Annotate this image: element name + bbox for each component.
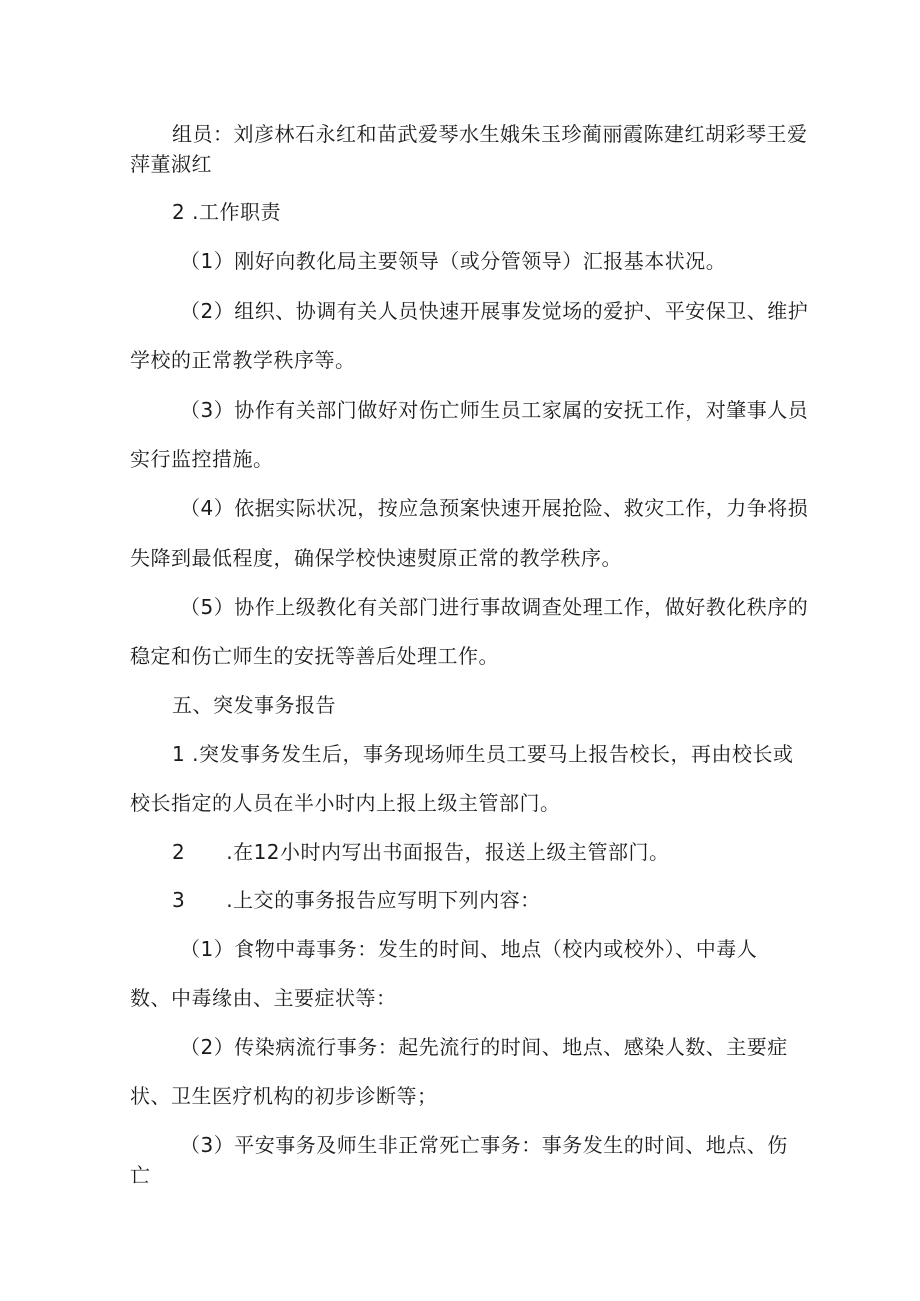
document-page: 组员：刘彦林石永红和苗武爱琴水生娥朱玉珍蔺丽霞陈建红胡彩琴王爱 萍董淑红 2 .工作职责 （1）刚好向教化局主要领导（或分管领导）汇报基本状况。 （2）组织、协调有关人员快速开展事发觉场的爱护、平安保卫、维护 学校的正常教学秩序等。 （3）协作有关部门做好对伤亡师生员工家属的安抚工作，对肇事人员 实行监控措施。 （4）依据实际状况，按应急预案快速开展抢险、救灾工作，力争将损 失降到最低程度，确保学校快速熨原正常的教学秩序。 （5）协作上级教化有关部门进行事故调查处理工作，做好教化秩序的 稳定和伤亡师生的安抚等善后处理工作。 五、突发事务报告 1 .突发事务发生后，事务现场师生员工要马上报告校长，再由校长或 校长指定的人员在半小时内上报上级主管部门。 2 .在12小时内写出书面报告，报送上级主管部门。 3 .上交的事务报告应写明下列内容： （1）食物中毒事务：发生的时间、地点（校内或校外）、中毒人 数、中毒缘由、主要症状等： （2）传染病流行事务：起先流行的时间、地点、感染人数、主要症 状、卫生医疗机构的初步诊断等； （3）平安事务及师生非正常死亡事务：事务发生的时间、地点、伤 亡 <box>130 122 809 1187</box>
